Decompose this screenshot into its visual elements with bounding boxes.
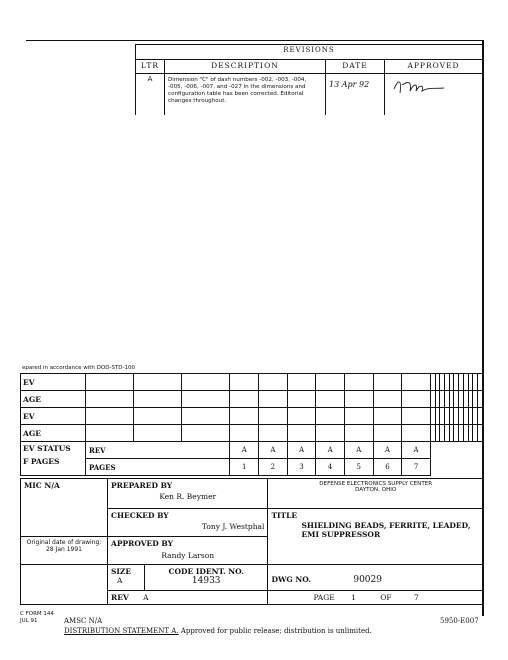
page-value: 1 xyxy=(351,593,356,602)
blank-cell xyxy=(21,565,108,591)
rev-status-7: A xyxy=(402,442,431,459)
dwg-no-label: DWG NO. xyxy=(271,575,311,584)
rev-header-approved: APPROVED xyxy=(385,60,483,74)
rev-status-6: A xyxy=(373,442,402,459)
rev-status-4: A xyxy=(316,442,345,459)
fsc-number: 5950-E007 xyxy=(440,617,479,625)
rev-cell xyxy=(108,591,268,605)
rev-status-5: A xyxy=(344,442,373,459)
code-ident-cell xyxy=(145,565,268,591)
checked-by-label: CHECKED BY xyxy=(111,511,169,520)
form-number xyxy=(20,611,54,625)
title-block xyxy=(20,478,484,605)
title-label: TITLE xyxy=(271,511,298,520)
approved-by-label: APPROVED BY xyxy=(111,539,173,548)
distribution-text: Approved for public release; distribution is unlimited. xyxy=(180,627,372,635)
pmic-cell xyxy=(21,479,108,537)
approved-by-name: Randy Larson xyxy=(161,551,215,560)
rev-status-2: A xyxy=(259,442,288,459)
grid-label-rev-2: EV xyxy=(21,408,86,425)
pmic: MIC N/A xyxy=(24,481,60,490)
size-cell xyxy=(108,565,145,591)
page-num-5: 5 xyxy=(344,459,373,476)
of-value: 7 xyxy=(414,593,419,602)
size-value: A xyxy=(117,576,123,585)
grid-label-rev-1: EV xyxy=(21,374,86,391)
revision-status-grid xyxy=(20,373,483,476)
size-label: SIZE xyxy=(111,567,132,576)
grid-label-page-2: AGE xyxy=(21,425,86,442)
form-date: JUL 91 xyxy=(20,618,38,624)
dwg-no-cell xyxy=(268,565,484,591)
agency-city: DAYTON, OHIO xyxy=(355,487,397,493)
code-ident-label: CODE IDENT. NO. xyxy=(168,567,244,576)
prepared-by-label: PREPARED BY xyxy=(111,481,173,490)
form-label: C FORM 144 xyxy=(20,611,54,617)
rev-header-description: DESCRIPTION xyxy=(165,60,326,74)
rev-row-approved-signature xyxy=(385,74,483,116)
of-label: OF xyxy=(380,593,392,602)
rev-status-label xyxy=(21,442,86,476)
title-line-1: SHIELDING BEADS, FERRITE, LEADED, xyxy=(301,521,471,530)
grid-label-page-1: AGE xyxy=(21,391,86,408)
approval-signature-icon xyxy=(388,75,448,99)
checked-by-name: Tony J. Westphal xyxy=(201,522,265,531)
agency-cell xyxy=(268,479,484,509)
rev-row-description: Dimension "C" of dash numbers -002, -003, -004, -005, -006, -007, and -027 in the dimensions and configuration table has been corrected. Editorial changes throughout. xyxy=(165,74,326,116)
page-label: PAGE xyxy=(313,593,335,602)
checked-by-cell xyxy=(108,509,268,537)
page-num-7: 7 xyxy=(402,459,431,476)
distribution-label: DISTRIBUTION STATEMENT A. xyxy=(64,627,179,635)
pages-row-label: PAGES xyxy=(86,459,230,476)
rev-status-3: A xyxy=(287,442,316,459)
rev-row-label: REV xyxy=(86,442,230,459)
title-line-2: EMI SUPPRESSOR xyxy=(301,530,381,539)
dwg-no-value: 90029 xyxy=(353,575,382,585)
page-num-1: 1 xyxy=(230,459,259,476)
page-num-3: 3 xyxy=(287,459,316,476)
revisions-title: REVISIONS xyxy=(136,45,483,60)
rev-header-ltr: LTR xyxy=(136,60,165,74)
rev-status-1: A xyxy=(230,442,259,459)
blank-cell-2 xyxy=(21,591,108,605)
agency-name: DEFENSE ELECTRONICS SUPPLY CENTER xyxy=(319,481,433,487)
page-num-4: 4 xyxy=(316,459,345,476)
original-date-label: Original date of drawing: xyxy=(26,539,102,546)
rev-header-date: DATE xyxy=(326,60,385,74)
of-pages-text: F PAGES xyxy=(23,457,60,466)
title-cell xyxy=(268,509,484,565)
code-ident-value: 14933 xyxy=(191,576,221,586)
original-date-cell xyxy=(21,537,108,565)
prepared-by-cell xyxy=(108,479,268,509)
distribution-statement xyxy=(64,627,372,635)
prepared-note: epared in accordance with DOD-STD-100 xyxy=(22,365,135,371)
rev-label: REV xyxy=(111,593,129,602)
rev-value: A xyxy=(143,593,149,602)
original-date: 28 Jan 1991 xyxy=(46,546,82,553)
page-cell xyxy=(268,591,484,605)
page-num-6: 6 xyxy=(373,459,402,476)
prepared-by-name: Ken R. Beymer xyxy=(159,492,217,501)
rev-row-date: 13 Apr 92 xyxy=(326,74,385,116)
approved-by-cell xyxy=(108,537,268,565)
rev-row-ltr: A xyxy=(136,74,165,116)
rev-status-text: EV STATUS xyxy=(23,444,71,453)
amsc: AMSC N/A xyxy=(64,617,103,625)
page-num-2: 2 xyxy=(259,459,288,476)
revisions-table xyxy=(135,44,483,115)
